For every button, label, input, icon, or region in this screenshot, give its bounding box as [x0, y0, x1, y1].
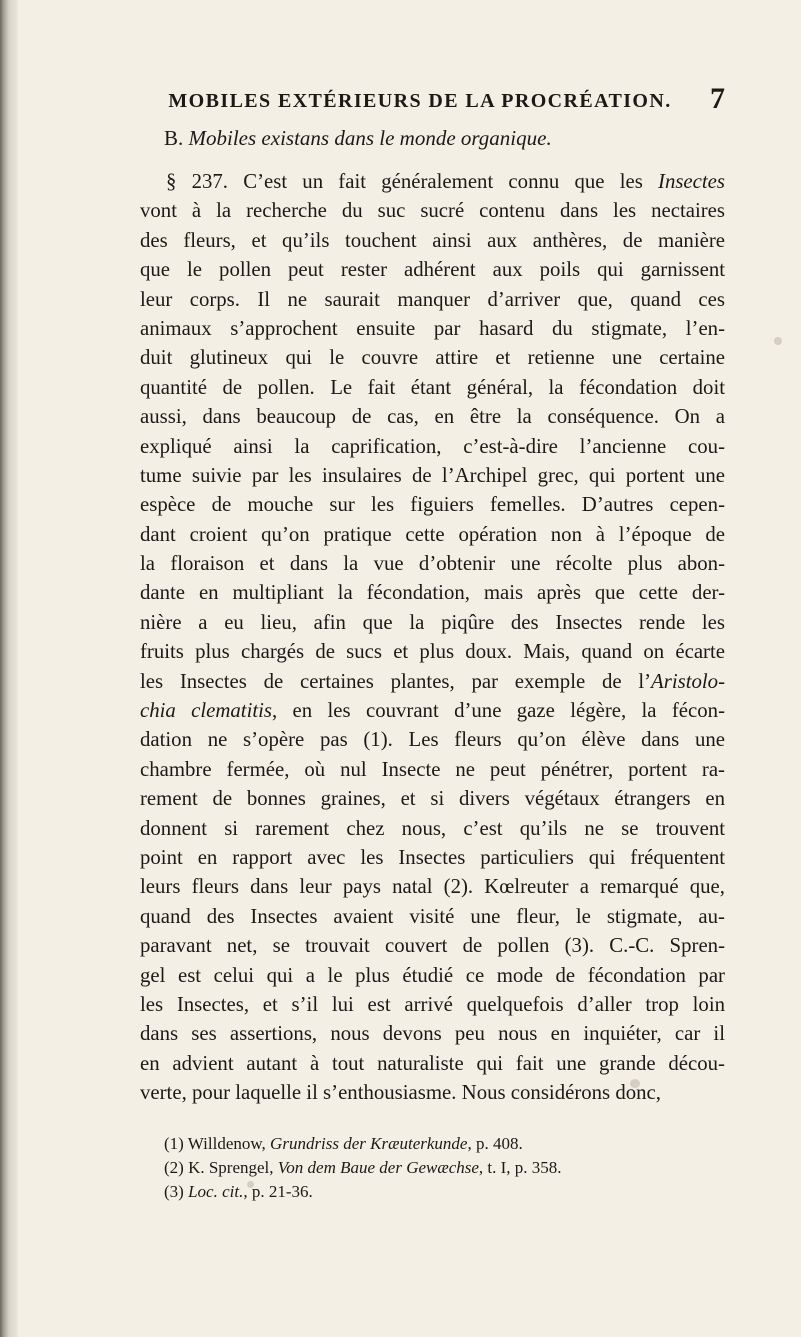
footnote-marker: (1) [164, 1133, 184, 1153]
text-line: la floraison et dans la vue d’obtenir une récolte plus abon- [140, 552, 725, 576]
footnote-author: K. Sprengel, [188, 1157, 274, 1177]
text-line: dante en multipliant la fécondation, mais après que cette der- [140, 581, 725, 605]
footnote-marker: (2) [164, 1157, 184, 1177]
text-line: duit glutineux qui le couvre attire et retienne une certaine [140, 346, 725, 370]
text-line: donnent si rarement chez nous, c’est qu’ils ne se trouvent [140, 816, 725, 840]
text-line: dans ses assertions, nous devons peu nous en inquiéter, car il [140, 1022, 725, 1046]
text-line: des fleurs, et qu’ils touchent ainsi aux anthères, de manière [140, 228, 725, 252]
text-line: point en rapport avec les Insectes particuliers qui fréquentent [140, 845, 725, 869]
footnote-work: Loc. cit. [188, 1181, 244, 1201]
footnote-author: Willdenow, [187, 1133, 266, 1153]
text-line: dant croient qu’on pratique cette opération non à l’époque de [140, 522, 725, 546]
footnote-work: Von dem Baue der Gewæchse [277, 1157, 479, 1177]
footnote-work: Grundriss der Kræuterkunde [270, 1133, 468, 1153]
text-line: animaux s’approchent ensuite par hasard du stigmate, l’en- [140, 316, 725, 340]
text-line: tume suivie par les insulaires de l’Archipel grec, qui portent une [140, 463, 725, 487]
text-line: quantité de pollen. Le fait étant général, la fécondation doit [140, 375, 725, 399]
text-line: aussi, dans beaucoup de cas, en être la conséquence. On a [140, 405, 725, 429]
page-content [140, 82, 725, 1204]
text-line: espèce de mouche sur les figuiers femelles. D’autres cepen- [140, 493, 725, 517]
text-line: gel est celui qui a le plus étudié ce mode de fécondation par [140, 963, 725, 987]
footnotes [140, 1132, 725, 1204]
text-line: leur corps. Il ne saurait manquer d’arriver que, quand ces [140, 287, 725, 311]
footnote-3 [164, 1180, 725, 1204]
text-line: chia clematitis, en les couvrant d’une gaze légère, la fécon- [140, 699, 725, 723]
paper-spot [774, 337, 782, 345]
text-line: expliqué ainsi la caprification, c’est-à-dire l’ancienne cou- [140, 434, 725, 458]
text-line: les Insectes, et s’il lui est arrivé quelquefois d’aller trop loin [140, 992, 725, 1016]
text-line: rement de bonnes graines, et si divers végétaux étrangers en [140, 787, 725, 811]
footnote-marker: (3) [164, 1181, 184, 1201]
text-line: verte, pour laquelle il s’enthousiasme. Nous considérons donc, [140, 1081, 661, 1105]
text-line: chambre fermée, où nul Insecte ne peut pénétrer, portent ra- [140, 757, 725, 781]
text-line: leurs fleurs dans leur pays natal (2). Kœlreuter a remarqué que, [140, 875, 725, 899]
footnote-ref: , p. 408. [467, 1133, 523, 1153]
text-line: en advient autant à tout naturaliste qui fait une grande décou- [140, 1051, 725, 1075]
book-binding-edge [0, 0, 18, 1337]
text-line: quand des Insectes avaient visité une fleur, le stigmate, au- [140, 904, 725, 928]
text-line: paravant net, se trouvait couvert de pollen (3). C.-C. Spren- [140, 934, 725, 958]
text-line: les Insectes de certaines plantes, par exemple de l’Aristolo- [140, 669, 725, 693]
section-label: B. [164, 126, 184, 150]
paragraph-237 [140, 167, 725, 1108]
section-title: Mobiles existans dans le monde organique. [188, 126, 552, 150]
text-line: que le pollen peut rester adhérent aux poils qui garnissent [140, 258, 725, 282]
footnote-1 [164, 1132, 725, 1156]
text-line: dation ne s’opère pas (1). Les fleurs qu’on élève dans une [140, 728, 725, 752]
text-line: fruits plus chargés de sucs et plus doux. Mais, quand on écarte [140, 640, 725, 664]
section-heading [164, 126, 725, 151]
text-line: vont à la recherche du suc sucré contenu dans les nectaires [140, 199, 725, 223]
page-number: 7 [710, 82, 725, 115]
running-title: MOBILES EXTÉRIEURS DE LA PROCRÉATION. [168, 90, 672, 112]
footnote-2 [164, 1156, 725, 1180]
text-line: § 237. C’est un fait généralement connu que les Insectes [166, 170, 725, 193]
text-line: nière a eu lieu, afin que la piqûre des Insectes rende les [140, 610, 725, 634]
running-head [140, 82, 725, 118]
footnote-ref: , p. 21-36. [243, 1181, 313, 1201]
footnote-ref: , t. I, p. 358. [478, 1157, 562, 1177]
